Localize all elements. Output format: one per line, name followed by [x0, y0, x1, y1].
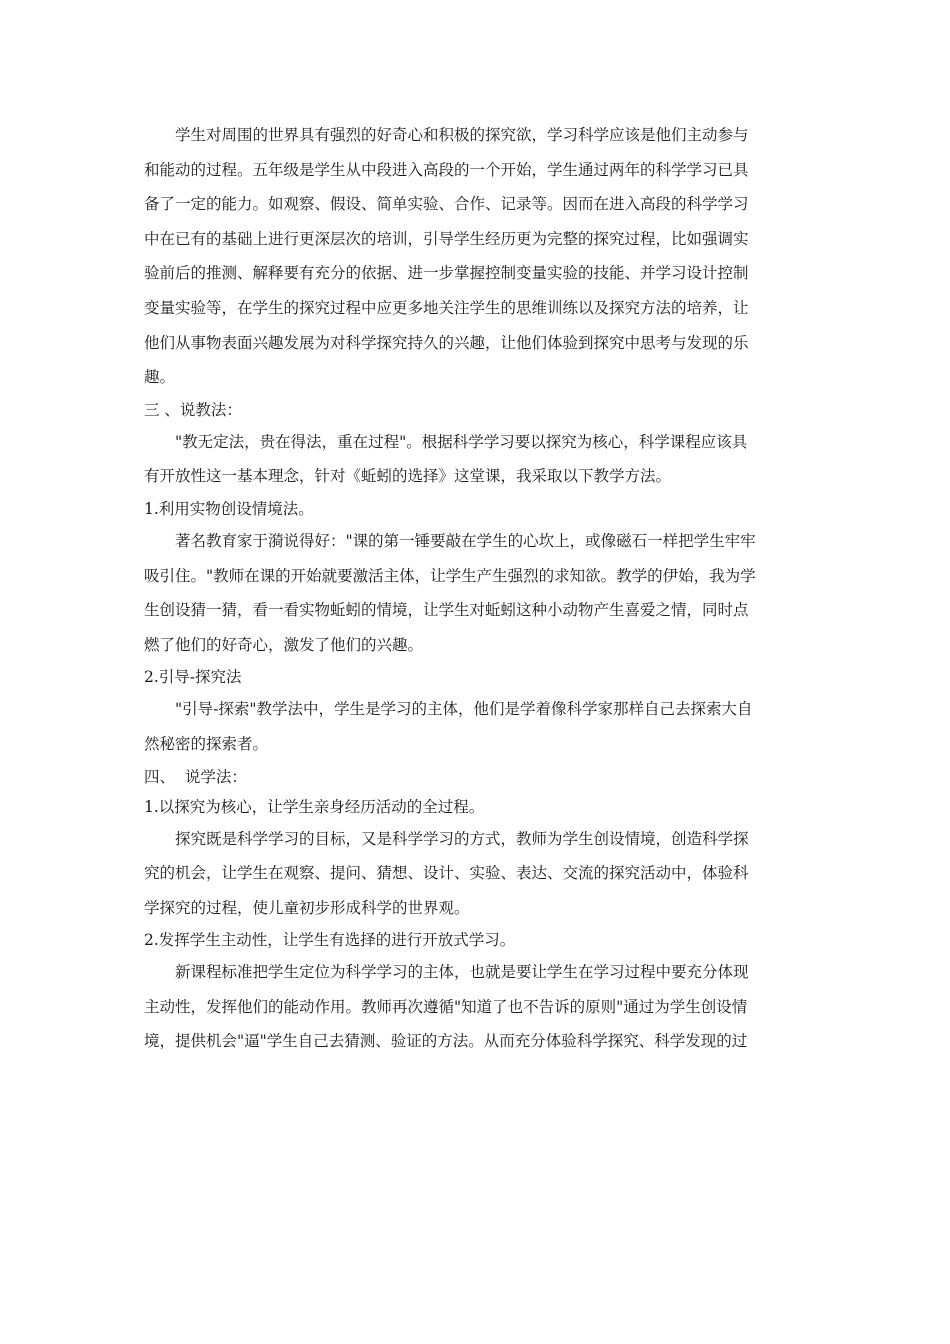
section-heading: 四、 说学法： [144, 767, 247, 786]
paragraph-line: 验前后的推测、解释要有充分的依据、进一步掌握控制变量实验的技能、并学习设计控制 [144, 264, 749, 283]
paragraph-line: 新课程标准把学生定位为科学学习的主体，也就是要让学生在学习过程中要充分体现 [175, 963, 749, 982]
paragraph-line: "引导-探索"教学法中，学生是学习的主体，他们是学着像科学家那样自己去探索大自 [175, 700, 753, 719]
paragraph-line: 学生对周围的世界具有强烈的好奇心和积极的探究欲，学习科学应该是他们主动参与 [175, 126, 749, 144]
paragraph-line: 有开放性这一基本理念，针对《蚯蚓的选择》这堂课，我采取以下教学方法。 [144, 467, 672, 486]
paragraph-line: 和能动的过程。五年级是学生从中段进入高段的一个开始，学生通过两年的科学学习已具 [144, 160, 749, 179]
body-paragraph [144, 822, 808, 926]
paragraph-line: 变量实验等，在学生的探究过程中应更多地关注学生的思维训练以及探究方法的培养，让 [144, 298, 749, 317]
section-heading: 2.发挥学生主动性，让学生有选择的进行开放式学习。 [144, 931, 516, 950]
body-paragraph [144, 425, 808, 494]
paragraph-line: 中在已有的基础上进行更深层次的培训，引导学生经历更为完整的探究过程，比如强调实 [144, 229, 749, 248]
document-page [144, 118, 808, 1059]
body-paragraph [144, 524, 808, 662]
paragraph-line: 境，提供机会"逼"学生自己去猜测、验证的方法。从而充分体验科学探究、科学发现的过 [144, 1032, 748, 1051]
paragraph-line: 吸引住。"教师在课的开始就要激活主体，让学生产生强烈的求知欲。教学的伊始，我为学 [144, 566, 756, 585]
paragraph-line: 主动性，发挥他们的能动作用。教师再次遵循"知道了也不告诉的原则"通过为学生创设情 [144, 997, 748, 1016]
paragraph-line: 趣。 [144, 368, 176, 387]
paragraph-line: 燃了他们的好奇心，激发了他们的兴趣。 [144, 635, 424, 654]
paragraph-line: 备了一定的能力。如观察、假设、简单实验、合作、记录等。因而在进入高段的科学学习 [144, 195, 749, 214]
paragraph-line: 著名教育家于漪说得好："课的第一锤要敲在学生的心坎上，或像磁石一样把学生牢牢 [175, 531, 756, 550]
paragraph-line: 生创设猜一猜，看一看实物蚯蚓的情境，让学生对蚯蚓这种小动物产生喜爱之情，同时点 [144, 601, 749, 620]
body-paragraph [144, 692, 808, 761]
section-heading: 2.引导-探究法 [144, 668, 242, 687]
section-heading: 1.利用实物创设情境法。 [144, 499, 314, 518]
body-paragraph [144, 955, 808, 1059]
body-paragraph [144, 118, 808, 395]
paragraph-line: 他们从事物表面兴趣发展为对科学探究持久的兴趣，让他们体验到探究中思考与发现的乐 [144, 333, 749, 352]
paragraph-line: 然秘密的探索者。 [144, 734, 269, 753]
section-heading: 1.以探究为核心，让学生亲身经历活动的全过程。 [144, 797, 485, 816]
paragraph-line: "教无定法，贵在得法，重在过程"。根据科学学习要以探究为核心，科学课程应该具 [175, 432, 748, 451]
section-heading: 三 、说教法： [144, 400, 242, 419]
paragraph-line: 学探究的过程，使儿童初步形成科学的世界观。 [144, 898, 470, 917]
paragraph-line: 究的机会，让学生在观察、提问、猜想、设计、实验、表达、交流的探究活动中，体验科 [144, 864, 749, 883]
paragraph-line: 探究既是科学学习的目标，又是科学学习的方式，教师为学生创设情境，创造科学探 [175, 829, 749, 848]
